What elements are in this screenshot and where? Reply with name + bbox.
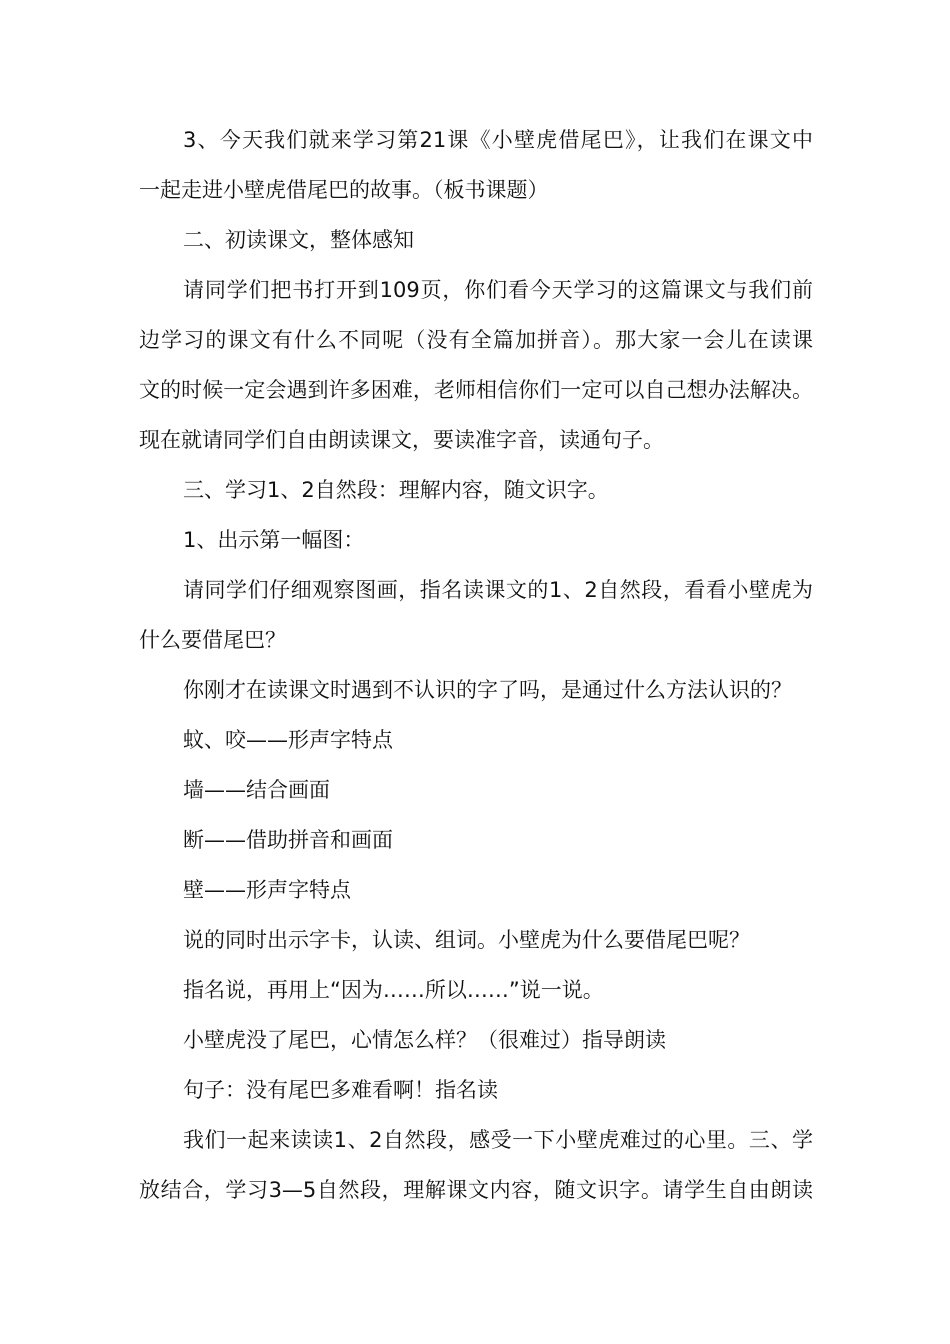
section-heading: 三、学习1、2自然段：理解内容，随文识字。 (183, 478, 609, 502)
text-line: 说的同时出示字卡，认读、组词。小壁虎为什么要借尾巴呢？ (183, 928, 750, 952)
text-line: 1、出示第一幅图： (183, 528, 365, 552)
text-line: 壁——形声字特点 (183, 878, 351, 902)
text-line: 请同学们仔细观察图画，指名读课文的1、2自然段，看看小壁虎为 (183, 578, 813, 602)
text-line: 现在就请同学们自由朗读课文，要读准字音，读通句子。 (139, 428, 664, 452)
text-line: 3、今天我们就来学习第21课《小壁虎借尾巴》，让我们在课文中 (183, 128, 813, 152)
text-line: 句子：没有尾巴多难看啊！指名读 (183, 1078, 498, 1102)
text-line: 文的时候一定会遇到许多困难，老师相信你们一定可以自己想办法解决。 (139, 378, 813, 402)
text-line: 小壁虎没了尾巴，心情怎么样？（很难过）指导朗读 (183, 1028, 666, 1052)
text-line: 断——借助拼音和画面 (183, 828, 393, 852)
text-line: 请同学们把书打开到109页，你们看今天学习的这篇课文与我们前 (183, 278, 813, 302)
section-heading: 二、初读课文，整体感知 (183, 228, 414, 252)
text-line: 墙——结合画面 (183, 778, 330, 802)
text-line: 什么要借尾巴？ (139, 628, 286, 652)
text-line: 一起走进小壁虎借尾巴的故事。（板书课题） (139, 178, 549, 202)
text-line: 你刚才在读课文时遇到不认识的字了吗，是通过什么方法认识的？ (183, 678, 792, 702)
text-line: 边学习的课文有什么不同呢（没有全篇加拼音）。那大家一会儿在读课 (139, 328, 813, 352)
text-line: 我们一起来读读1、2自然段，感受一下小壁虎难过的心里。三、学 (183, 1128, 813, 1152)
text-line: 蚊、咬——形声字特点 (183, 728, 393, 752)
text-line: 放结合，学习3—5自然段，理解课文内容，随文识字。请学生自由朗读 (139, 1178, 813, 1202)
text-line: 指名说，再用上“因为……所以……”说一说。 (183, 978, 604, 1002)
